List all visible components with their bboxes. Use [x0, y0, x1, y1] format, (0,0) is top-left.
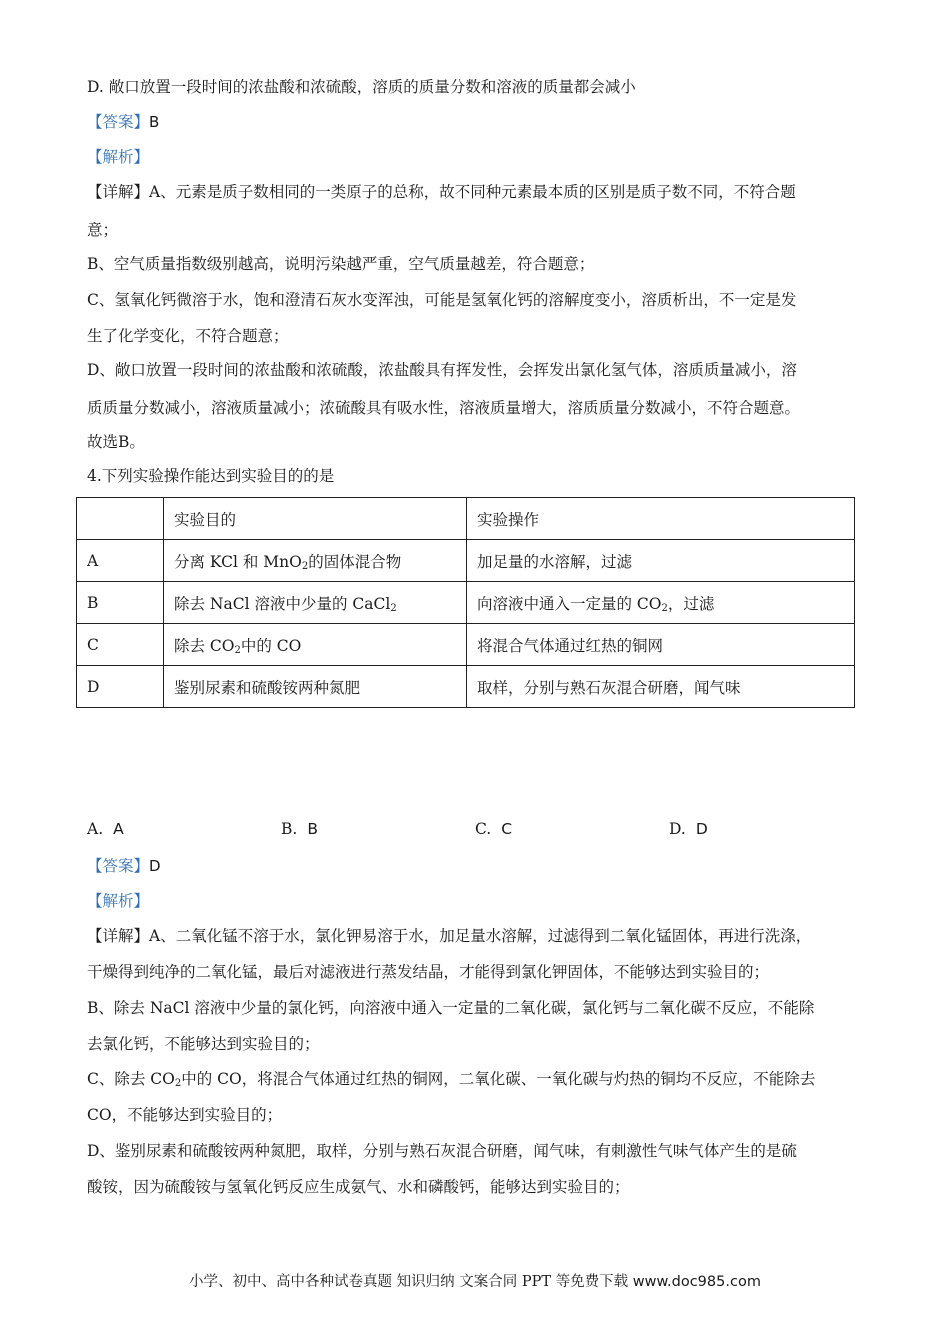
- purpose-cell: 除去 NaCl 溶液中少量的 CaCl$_2$: [164, 582, 467, 624]
- header-cell: 实验目的: [164, 498, 467, 540]
- table-row: [77, 624, 855, 666]
- answer-tag: 【答案】: [87, 113, 150, 131]
- footer-link[interactable]: www.doc985.com: [632, 1274, 761, 1290]
- detail-line: 去氯化钙，不能够达到实验目的；: [87, 1035, 320, 1053]
- detail-line: B、空气质量指数级别越高，说明污染越严重，空气质量越差，符合题意；: [87, 255, 595, 273]
- answer-value: B: [149, 113, 160, 131]
- choice-c: C. C: [475, 820, 513, 838]
- operation-cell: 向溶液中通入一定量的 $CO_2$，过滤: [467, 582, 855, 624]
- detail-line: 【详解】A、元素是质子数相同的一类原子的总称，故不同种元素最本质的区别是质子数不同，不符合题: [87, 183, 796, 201]
- experiment-table: [76, 497, 855, 708]
- detail-line: 质质量分数减小，溶液质量减小；浓硫酸具有吸水性，溶液质量增大，溶质质量分数减小，不符合题意。: [87, 399, 801, 417]
- header-cell: 实验操作: [467, 498, 855, 540]
- purpose-cell: 除去 $CO_2$中的 CO: [164, 624, 467, 666]
- page-footer: [0, 1270, 950, 1291]
- option-d-statement: D. 敞口放置一段时间的浓盐酸和浓硫酸，溶质的质量分数和溶液的质量都会减小: [87, 78, 636, 96]
- row-label: D: [77, 666, 164, 708]
- answer-tag: 【答案】: [87, 857, 150, 875]
- answer-line: [87, 855, 161, 877]
- choice-a: A. A: [87, 820, 124, 838]
- choice-d: D. D: [669, 820, 708, 838]
- choice-b: B. B: [281, 820, 318, 838]
- detail-line: D、鉴别尿素和硫酸铵两种氮肥，取样，分别与熟石灰混合研磨，闻气味，有刺激性气味气体产生的是硫: [87, 1142, 797, 1160]
- operation-cell: 取样，分别与熟石灰混合研磨，闻气味: [467, 666, 855, 708]
- detail-line: C、除去 $CO_2$中的 CO，将混合气体通过红热的铜网，二氧化碳、一氧化碳与灼热的铜均不反应，不能除去: [87, 1070, 816, 1089]
- table-row: [77, 666, 855, 708]
- detail-line: D、敞口放置一段时间的浓盐酸和浓硫酸，浓盐酸具有挥发性，会挥发出氯化氢气体，溶质质量减小，溶: [87, 361, 797, 379]
- row-label: B: [77, 582, 164, 624]
- header-cell: [77, 498, 164, 540]
- detail-line: CO，不能够达到实验目的；: [87, 1106, 283, 1124]
- operation-cell: 加足量的水溶解，过滤: [467, 540, 855, 582]
- table-row: [77, 540, 855, 582]
- detail-line: C、氢氧化钙微溶于水，饱和澄清石灰水变浑浊，可能是氢氧化钙的溶解度变小，溶质析出，不一定是发: [87, 291, 797, 309]
- detail-line: 故选B。: [87, 433, 145, 451]
- operation-cell: 将混合气体通过红热的铜网: [467, 624, 855, 666]
- footer-text: 小学、初中、高中各种试卷真题 知识归纳 文案合同 PPT 等免费下载: [189, 1274, 629, 1290]
- answer-line: [87, 111, 159, 133]
- table-row: [77, 582, 855, 624]
- purpose-cell: 分离 KCl 和 MnO$_2$的固体混合物: [164, 540, 467, 582]
- analysis-tag: 【解析】: [87, 892, 150, 910]
- row-label: C: [77, 624, 164, 666]
- table-header-row: [77, 498, 855, 540]
- detail-line: B、除去 NaCl 溶液中少量的氯化钙，向溶液中通入一定量的二氧化碳，氯化钙与二氧化碳不反应，不能除: [87, 999, 815, 1017]
- question-stem: 4.下列实验操作能达到实验目的的是: [87, 467, 335, 485]
- analysis-tag: 【解析】: [87, 148, 150, 166]
- detail-line: 【详解】A、二氧化锰不溶于水，氯化钾易溶于水，加足量水溶解，过滤得到二氧化锰固体，再进行洗涤，: [87, 927, 812, 945]
- row-label: A: [77, 540, 164, 582]
- detail-line: 酸铵，因为硫酸铵与氢氧化钙反应生成氨气、水和磷酸钙，能够达到实验目的；: [87, 1178, 630, 1196]
- detail-line: 意；: [87, 221, 119, 239]
- detail-line: 干燥得到纯净的二氧化锰，最后对滤液进行蒸发结晶，才能得到氯化钾固体，不能够达到实验目的；: [87, 963, 770, 981]
- purpose-cell: 鉴别尿素和硫酸铵两种氮肥: [164, 666, 467, 708]
- detail-line: 生了化学变化，不符合题意；: [87, 327, 289, 345]
- answer-value: D: [149, 857, 161, 875]
